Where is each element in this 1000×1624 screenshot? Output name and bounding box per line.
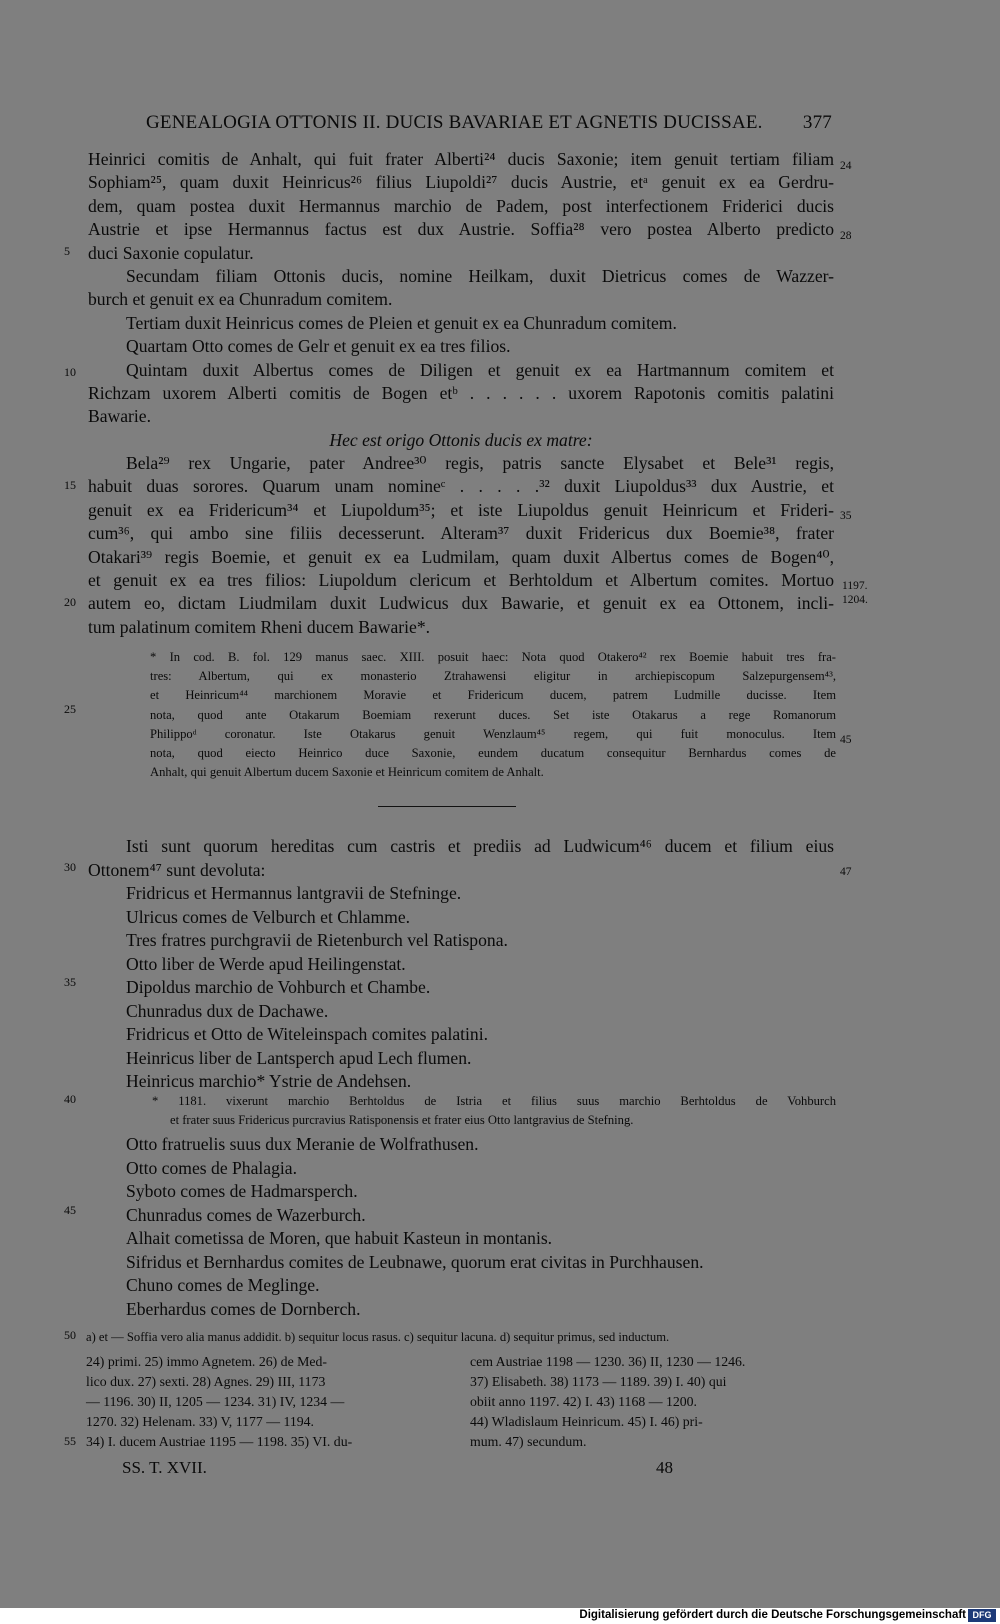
list-item: Otto fratruelis suus dux Meranie de Wolfrathusen. bbox=[126, 1134, 479, 1154]
text-line: Quintam duxit Albertus comes de Diligen et genuit ex ea Hartmannum comitem et bbox=[126, 359, 834, 380]
apparatus-line: a) et — Soffia vero alia manus addidit. b) sequitur locus rasus. c) sequitur lacuna. d) sequitur primus, sed inductum. bbox=[86, 1330, 670, 1344]
note-line: et frater suus Fridericus purcravius Ratisponensis et frater eius Otto lantgravius de Stefning. bbox=[170, 1113, 634, 1127]
text-line: et genuit ex ea tres filios: Liupoldum clericum et Berhtoldum et Albertum comites. Mortuo bbox=[88, 570, 834, 591]
note-line: 1270. 32) Helenam. 33) V, 1177 — 1194. bbox=[86, 1414, 315, 1429]
note-line: cem Austriae 1198 — 1230. 36) II, 1230 — 1246. bbox=[470, 1354, 746, 1369]
critical-apparatus bbox=[86, 1328, 834, 1347]
line-number: 15 bbox=[64, 478, 76, 492]
list-item: Tres fratres purchgravii de Rietenburch vel Ratispona. bbox=[126, 930, 508, 950]
text-line: Isti sunt quorum hereditas cum castris et prediis ad Ludwicum⁴⁶ ducem et filium eius bbox=[126, 836, 834, 856]
margin-date: 1204. bbox=[842, 594, 868, 606]
line-number: 30 bbox=[64, 860, 76, 874]
text-line: Secundam filiam Ottonis ducis, nomine Heilkam, duxit Dietricus comes de Wazzer- bbox=[126, 265, 834, 286]
text-line: Austrie et ipse Hermannus factus est dux Austrie. Soffia²⁸ vero postea Alberto predicto bbox=[88, 219, 834, 240]
note-line: obiit anno 1197. 42) I. 43) 1168 — 1200. bbox=[470, 1394, 697, 1409]
text-line: genuit ex ea Fridericum³⁴ et Liupoldum³⁵; et iste Liupoldus genuit Heinricum et Frideri- bbox=[88, 499, 834, 520]
line-number: 55 bbox=[64, 1434, 76, 1448]
text-line: dem, quam postea duxit Hermannus marchio de Padem, post interfectionem Friderici ducis bbox=[88, 195, 834, 216]
text-line: cum³⁶, qui ambo sine filiis decesserunt. Alteram³⁷ duxit Fridericus dux Boemie³⁸, frater bbox=[88, 523, 834, 544]
note-line: lico dux. 27) sexti. 28) Agnes. 29) III, 1173 bbox=[86, 1374, 326, 1389]
list-item: Ulricus comes de Velburch et Chlamme. bbox=[126, 906, 411, 927]
note-line: tres: Albertum, qui ex monasterio Ztrahawensi eligitur in archiepiscopum Salzepurgensem⁴³, bbox=[150, 669, 836, 684]
margin-date: 1197. bbox=[842, 580, 868, 592]
list-item: Otto liber de Werde apud Heilingenstat. bbox=[126, 953, 406, 974]
list-item: Sifridus et Bernhardus comites de Leubnawe, quorum erat civitas in Purchhausen. bbox=[126, 1251, 704, 1272]
text-line: duci Saxonie copulatur. bbox=[88, 242, 254, 263]
line-number: 20 bbox=[64, 595, 76, 609]
note-line: nota, quod ante Otakarum Boemiam rexerunt duces. Set iste Otakarus a rege Romanorum bbox=[150, 707, 836, 722]
signature-mark: SS. T. XVII. bbox=[122, 1458, 207, 1477]
text-line: Bela²⁹ rex Ungarie, pater Andree³⁰ regis, patris sancte Elysabet et Bele³¹ regis, bbox=[126, 453, 834, 474]
notes-column-left bbox=[86, 1352, 452, 1452]
sheet-number: 48 bbox=[656, 1458, 673, 1477]
page-number: 377 bbox=[802, 112, 832, 133]
list-item: Fridricus et Otto de Witeleinspach comites palatini. bbox=[126, 1024, 488, 1044]
main-text bbox=[88, 148, 834, 639]
text-line: autem eo, dictam Liudmilam duxit Ludwicus dux Bawarie, et genuit ex ea Ottonem, incli- bbox=[88, 593, 834, 614]
line-number: 35 bbox=[64, 975, 76, 989]
line-number: 5 bbox=[64, 244, 70, 258]
list-item: Heinricus liber de Lantsperch apud Lech flumen. bbox=[126, 1047, 472, 1068]
line-number: 50 bbox=[64, 1328, 76, 1342]
list-item: Alhait cometissa de Moren, que habuit Kasteun in montanis. bbox=[126, 1228, 553, 1248]
line-number: 40 bbox=[64, 1092, 76, 1106]
list-item: Syboto comes de Hadmarsperch. bbox=[126, 1181, 358, 1201]
text-line: Ottonem⁴⁷ sunt devoluta: bbox=[88, 859, 266, 880]
margin-note-ref: 47 bbox=[840, 866, 852, 878]
margin-note-ref: 35 bbox=[840, 510, 852, 522]
text-line: Richzam uxorem Alberti comitis de Bogen etᵇ . . . . . . uxorem Rapotonis comitis palatini bbox=[88, 382, 834, 403]
text-line: Tertiam duxit Heinricus comes de Pleien et genuit ex ea Chunradum comitem. bbox=[126, 312, 677, 333]
list-item: Chunradus dux de Dachawe. bbox=[126, 1000, 329, 1021]
note-line: 34) I. ducem Austriae 1195 — 1198. 35) VI. du- bbox=[86, 1434, 353, 1449]
line-number: 25 bbox=[64, 702, 76, 716]
text-line: Bawarie. bbox=[88, 406, 152, 427]
note-line: mum. 47) secundum. bbox=[470, 1434, 587, 1449]
list-item: Heinricus marchio* Ystrie de Andehsen. bbox=[126, 1071, 412, 1091]
list-item: Chunradus comes de Wazerburch. bbox=[126, 1204, 366, 1225]
section-divider bbox=[378, 806, 516, 807]
credit-text: Digitalisierung gefördert durch die Deutsche Forschungsgemeinschaft bbox=[579, 1609, 966, 1621]
heirs-list bbox=[88, 835, 834, 1094]
notes-column-right bbox=[470, 1352, 836, 1452]
dfg-logo: DFG bbox=[968, 1609, 996, 1622]
note-line: 24) primi. 25) immo Agnetem. 26) de Med- bbox=[86, 1354, 328, 1369]
note-line: 37) Elisabeth. 38) 1173 — 1189. 39) I. 40) qui bbox=[470, 1374, 727, 1389]
star-note bbox=[150, 648, 836, 782]
section-heading: Hec est origo Ottonis ducis ex matre: bbox=[329, 429, 593, 450]
note-line: Anhalt, qui genuit Albertum ducem Saxonie et Heinricum comitem de Anhalt. bbox=[150, 765, 544, 780]
text-line: Quartam Otto comes de Gelr et genuit ex ea tres filios. bbox=[126, 336, 511, 357]
note-line: 44) Wladislaum Heinricum. 45) I. 46) pri- bbox=[470, 1414, 703, 1429]
text-line: tum palatinum comitem Rheni ducem Bawarie*. bbox=[88, 616, 431, 637]
note-line: * In cod. B. fol. 129 manus saec. XIII. posuit haec: Nota quod Otakero⁴² rex Boemie habuit tres fra- bbox=[150, 650, 836, 664]
line-number: 45 bbox=[64, 1203, 76, 1217]
line-number: 10 bbox=[64, 365, 76, 379]
list-item: Eberhardus comes de Dornberch. bbox=[126, 1298, 361, 1319]
text-line: Heinrici comitis de Anhalt, qui fuit frater Alberti²⁴ ducis Saxonie; item genuit tertiam filiam bbox=[88, 149, 834, 169]
running-header bbox=[146, 112, 832, 134]
heirs-list-continued bbox=[88, 1133, 834, 1321]
text-line: habuit duas sorores. Quarum unam nomineᶜ . . . . .³² duxit Liupoldus³³ dux Austrie, et bbox=[88, 476, 834, 497]
list-item: Dipoldus marchio de Vohburch et Chambe. bbox=[126, 977, 431, 997]
note-line: — 1196. 30) II, 1205 — 1234. 31) IV, 1234 — bbox=[86, 1394, 345, 1409]
list-item: Otto comes de Phalagia. bbox=[126, 1157, 298, 1178]
text-line: Otakari³⁹ regis Boemie, et genuit ex ea Ludmilam, quam duxit Albertus comes de Bogen⁴⁰, bbox=[88, 546, 834, 567]
note-line: et Heinricum⁴⁴ marchionem Moravie et Fridericum ducem, patrem Ludmille ducisse. Item bbox=[150, 688, 836, 703]
running-title: GENEALOGIA OTTONIS II. DUCIS BAVARIAE ET AGNETIS DUCISSAE. bbox=[146, 112, 763, 133]
text-line: Sophiam²⁵, quam duxit Heinricus²⁶ filius Liupoldi²⁷ ducis Austrie, etᵃ genuit ex ea Gerdru- bbox=[88, 172, 834, 193]
note-line: * 1181. vixerunt marchio Berhtoldus de Istria et filius suus marchio Berhtoldus de Vohburch bbox=[152, 1094, 836, 1108]
margin-note-ref: 28 bbox=[840, 230, 852, 242]
list-item: Chuno comes de Meglinge. bbox=[126, 1275, 320, 1295]
note-line: Philippoᵈ coronatur. Iste Otakarus genuit Wenzlaum⁴⁵ regem, qui fuit monoculus. Item bbox=[150, 726, 836, 741]
margin-note-ref: 45 bbox=[840, 734, 852, 746]
text-line: burch et genuit ex ea Chunradum comitem. bbox=[88, 289, 393, 310]
list-subnote bbox=[152, 1092, 836, 1130]
note-line: nota, quod eiecto Heinrico duce Saxonie, eundem ducatum consequitur Bernhardus comes de bbox=[150, 745, 836, 760]
list-item: Fridricus et Hermannus lantgravii de Stefninge. bbox=[126, 883, 462, 903]
margin-note-ref: 24 bbox=[840, 160, 852, 172]
